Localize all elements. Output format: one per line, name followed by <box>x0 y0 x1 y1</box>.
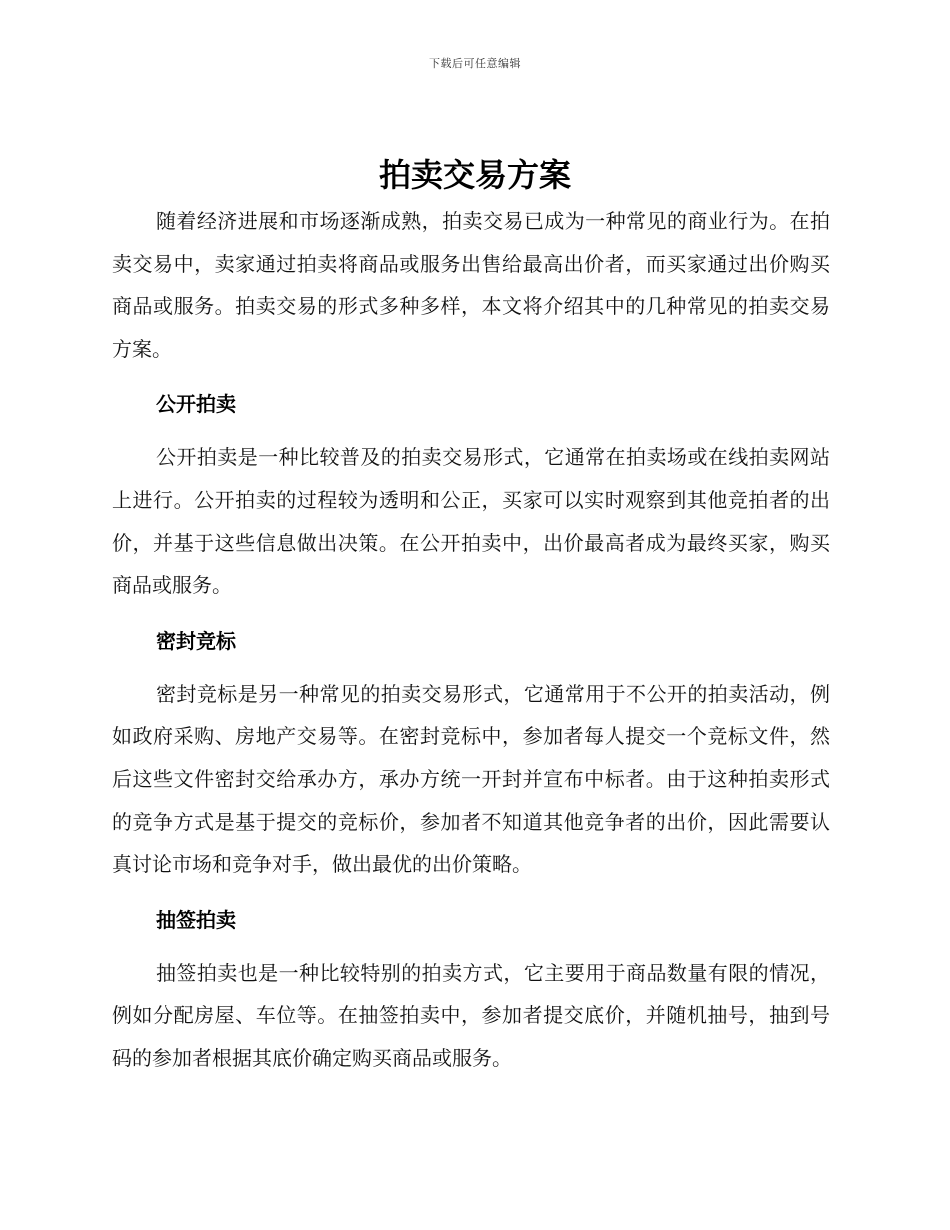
section-heading-open-auction: 公开拍卖 <box>156 392 236 417</box>
intro-paragraph: 随着经济进展和市场逐渐成熟，拍卖交易已成为一种常见的商业行为。在拍卖交易中，卖家通过拍卖将商品或服务出售给最高出价者，而买家通过出价购买商品或服务。拍卖交易的形式多种多样，本文将介绍其中的几种常见的拍卖交易方案。 <box>112 209 830 361</box>
section-heading-sealed-bid: 密封竞标 <box>156 628 236 653</box>
section-body-open-auction: 公开拍卖是一种比较普及的拍卖交易形式，它通常在拍卖场或在线拍卖网站上进行。公开拍卖的过程较为透明和公正，买家可以实时观察到其他竞拍者的出价，并基于这些信息做出决策。在公开拍卖中，出价最高者成为最终买家，购买商品或服务。 <box>112 445 830 598</box>
document-title: 拍卖交易方案 <box>378 156 571 194</box>
header-note: 下载后可任意编辑 <box>429 57 521 70</box>
section-body-lottery-auction: 抽签拍卖也是一种比较特别的拍卖方式，它主要用于商品数量有限的情况，例如分配房屋、车位等。在抽签拍卖中，参加者提交底价，并随机抽号，抽到号码的参加者根据其底价确定购买商品或服务。 <box>112 960 830 1070</box>
section-heading-lottery-auction: 抽签拍卖 <box>156 907 236 932</box>
document-body <box>112 200 830 1080</box>
section-body-sealed-bid: 密封竞标是另一种常见的拍卖交易形式，它通常用于不公开的拍卖活动，例如政府采购、房地产交易等。在密封竞标中，参加者每人提交一个竞标文件，然后这些文件密封交给承办方，承办方统一开封并宣布中标者。由于这种拍卖形式的竞争方式是基于提交的竞标价，参加者不知道其他竞争者的出价，因此需要认真讨论市场和竞争对手，做出最优的出价策略。 <box>112 681 830 877</box>
